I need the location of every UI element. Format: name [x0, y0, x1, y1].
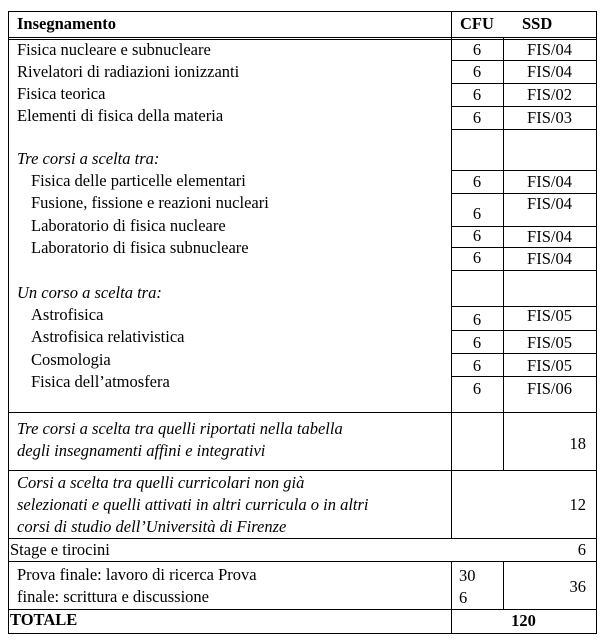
course-ssd: FIS/04: [527, 194, 572, 213]
rule: [451, 106, 597, 107]
course-ssd: FIS/04: [527, 172, 572, 191]
header-ssd: SSD: [522, 14, 553, 33]
rule: [451, 353, 597, 354]
rule: [451, 270, 597, 271]
header-insegnamento: Insegnamento: [17, 14, 117, 33]
course-cfu: 6: [472, 310, 482, 329]
course-name: Laboratorio di fisica nucleare: [31, 216, 226, 235]
course-ssd: FIS/04: [527, 227, 572, 246]
totale-label: TOTALE: [10, 610, 78, 629]
prova-total: 36: [569, 577, 586, 596]
group-title: Tre corsi a scelta tra:: [17, 149, 160, 168]
liberi-text: corsi di studio dell’Università di Firenze: [17, 517, 287, 536]
course-cfu: 6: [472, 40, 482, 59]
course-cfu: 6: [472, 108, 482, 127]
group-title: Un corso a scelta tra:: [17, 283, 162, 302]
rule: [8, 412, 597, 413]
course-ssd: FIS/05: [527, 333, 572, 352]
stage-label: Stage e tirocini: [10, 540, 110, 559]
course-ssd: FIS/03: [527, 108, 572, 127]
course-name: Fisica teorica: [17, 84, 106, 103]
course-cfu: 6: [472, 85, 482, 104]
course-ssd: FIS/02: [527, 85, 572, 104]
prova-cfu-scrittura: 6: [459, 588, 468, 607]
rule: [8, 11, 9, 634]
course-ssd: FIS/04: [527, 40, 572, 59]
course-name: Fisica nucleare e subnucleare: [17, 40, 211, 59]
course-name: Elementi di fisica della materia: [17, 106, 224, 125]
rule: [8, 633, 597, 634]
rule: [451, 376, 597, 377]
stage-cfu: 6: [577, 540, 586, 559]
liberi-text: Corsi a scelta tra quelli curricolari non già: [17, 473, 305, 492]
rule: [451, 330, 597, 331]
rule: [451, 60, 597, 61]
course-cfu: 6: [472, 172, 482, 191]
rule: [596, 11, 597, 634]
course-cfu: 6: [472, 62, 482, 81]
course-name: Fisica dell’atmosfera: [31, 372, 170, 391]
rule: [8, 538, 597, 539]
rule: [8, 609, 597, 610]
course-cfu: 6: [472, 204, 482, 223]
rule: [8, 37, 597, 38]
prova-text: finale: scrittura e discussione: [17, 587, 209, 606]
course-cfu: 6: [472, 333, 482, 352]
course-name: Rivelatori di radiazioni ionizzanti: [17, 62, 240, 81]
header-cfu: CFU: [460, 14, 494, 33]
course-cfu: 6: [472, 226, 482, 245]
course-name: Cosmologia: [31, 350, 111, 369]
liberi-cfu: 12: [569, 495, 586, 514]
rule: [8, 561, 597, 562]
totale-value: 120: [511, 611, 536, 630]
affini-cfu: 18: [569, 434, 586, 453]
rule: [451, 83, 597, 84]
prova-text: Prova finale: lavoro di ricerca Prova: [17, 565, 257, 584]
rule: [8, 11, 597, 12]
rule: [451, 170, 597, 171]
course-name: Astrofisica relativistica: [31, 327, 185, 346]
affini-text: Tre corsi a scelta tra quelli riportati nella tabella: [17, 419, 343, 438]
course-ssd: FIS/05: [527, 306, 572, 325]
course-cfu: 6: [472, 356, 482, 375]
course-ssd: FIS/04: [527, 249, 572, 268]
course-name: Astrofisica: [31, 305, 104, 324]
course-ssd: FIS/05: [527, 356, 572, 375]
course-name: Laboratorio di fisica subnucleare: [31, 238, 249, 257]
course-ssd: FIS/04: [527, 62, 572, 81]
liberi-text: selezionati e quelli attivati in altri curricula o in altri: [17, 495, 369, 514]
affini-text: degli insegnamenti affini e integrativi: [17, 441, 266, 460]
course-cfu: 6: [472, 379, 482, 398]
course-name: Fusione, fissione e reazioni nucleari: [31, 193, 269, 212]
rule: [451, 129, 597, 130]
rule: [8, 470, 597, 471]
course-ssd: FIS/06: [527, 379, 572, 398]
course-name: Fisica delle particelle elementari: [31, 171, 246, 190]
prova-cfu-ricerca: 30: [459, 566, 476, 585]
course-cfu: 6: [472, 248, 482, 267]
